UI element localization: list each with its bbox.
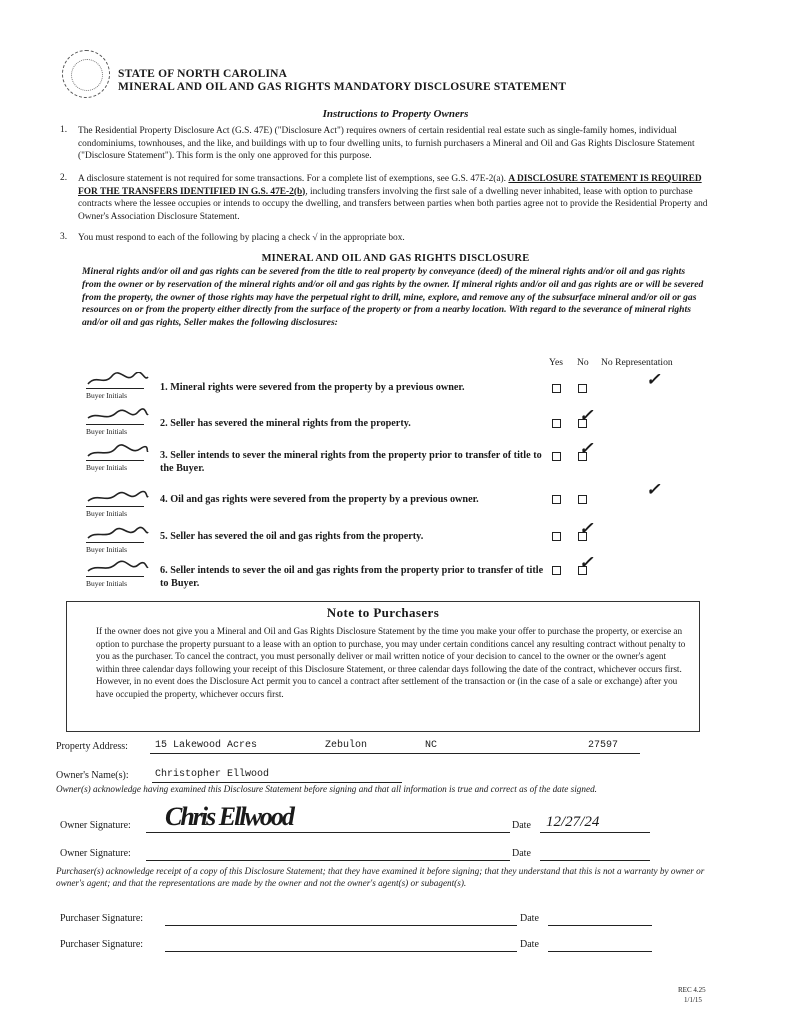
date-line-4[interactable] bbox=[548, 951, 652, 952]
column-no-representation: No Representation bbox=[601, 357, 673, 368]
instruction-number-1: 1. bbox=[60, 125, 68, 135]
date-line-2[interactable] bbox=[540, 860, 650, 861]
checkbox-no[interactable] bbox=[578, 384, 587, 393]
buyer-initials-label: Buyer Initials bbox=[86, 579, 128, 588]
state-name: STATE OF NORTH CAROLINA bbox=[118, 68, 288, 80]
checkbox-no[interactable] bbox=[578, 495, 587, 504]
checkbox-yes[interactable] bbox=[552, 384, 561, 393]
initials-line bbox=[86, 576, 144, 577]
check-mark-icon: ✓ bbox=[579, 519, 594, 538]
property-address-line bbox=[150, 753, 640, 754]
owner-signature-label: Owner Signature: bbox=[60, 820, 131, 831]
checkbox-yes[interactable] bbox=[552, 532, 561, 541]
initials-scribble bbox=[86, 526, 150, 540]
check-mark-icon: ✓ bbox=[646, 370, 661, 389]
initials-scribble bbox=[86, 560, 150, 574]
property-zip[interactable]: 27597 bbox=[588, 740, 619, 751]
instruction-2-emphasis: A DISCLOSURE STATEMENT IS REQUIRED FOR THE TRANSFERS IDENTIFIED IN G.S. 47E-2(b) bbox=[78, 174, 702, 197]
note-text: If the owner does not give you a Mineral and Oil and Gas Rights Disclosure Statement by the time you make your offer to purchase the property, or exercise an option to purchase the property pursuant to a lease with an option to purchase, you may under certain conditions cancel any resulting contract without penalty to you as the purchaser. To cancel the contract, you must personally deliver or mail written notice of your decision to cancel to the owner or the owner's agent within three calendar days following your receipt of this Disclosure Statement, or three calendar days following the date of the contract, whichever occurs first. However, in no event does the Disclosure Act permit you to cancel a contract after settlement of the transaction or (in the case of a sale or exchange) after you have occupied the property, whichever occurs first. bbox=[96, 626, 686, 699]
owner-signature-line bbox=[146, 832, 510, 833]
disclosure-item-2: 2. Seller has severed the mineral rights from the property. bbox=[160, 418, 411, 429]
owner-acknowledgment: Owner(s) acknowledge having examined this Disclosure Statement before signing and that all information is true and correct as of the date signed. bbox=[56, 784, 597, 794]
state-seal-icon bbox=[62, 50, 110, 98]
check-mark-icon: ✓ bbox=[579, 406, 594, 425]
date-line-3[interactable] bbox=[548, 925, 652, 926]
disclosure-intro: Mineral rights and/or oil and gas rights can be severed from the title to real property by conveyance (deed) of the mineral rights and/or oil and gas rights from the owner or by reservation of the mineral rights and/or oil and gas rights by the owner. If mineral rights and/or oil and gas rights are or will be severed from the property, the owner of those rights may have the perpetual right to drill, mine, explore, and remove any of the subsurface mineral and/or oil or gas resources on or from the property either directly from the surface of the property or from a nearby location. With regard to the severance of mineral rights and/or oil and gas rights, Seller makes the following disclosures: bbox=[82, 266, 704, 329]
owner-signature-label-2: Owner Signature: bbox=[60, 848, 131, 859]
purchaser-acknowledgment: Purchaser(s) acknowledge receipt of a copy of this Disclosure Statement; that they have examined it before signing; that they understand that this is not a warranty by owner or owner's agent; and that the representations are made by the owner and not the owner's agent(s) or subagent(s). bbox=[56, 866, 705, 889]
instruction-2 bbox=[78, 173, 718, 223]
initials-line bbox=[86, 460, 144, 461]
owner-name-label: Owner's Name(s): bbox=[56, 770, 129, 781]
disclosure-item-6: 6. Seller intends to sever the oil and gas rights from the property prior to transfer of title to Buyer. bbox=[160, 565, 544, 589]
instruction-3: You must respond to each of the following by placing a check √ in the appropriate box. bbox=[78, 233, 405, 243]
buyer-initials-label: Buyer Initials bbox=[86, 391, 128, 400]
checkbox-yes[interactable] bbox=[552, 566, 561, 575]
note-title: Note to Purchasers bbox=[326, 605, 440, 620]
column-no: No bbox=[577, 357, 589, 368]
purchaser-signature-label-2: Purchaser Signature: bbox=[60, 939, 144, 950]
date-label-4: Date bbox=[520, 939, 539, 950]
initials-scribble bbox=[86, 408, 150, 422]
initials-line bbox=[86, 388, 144, 389]
initials-scribble bbox=[86, 372, 150, 386]
initials-line bbox=[86, 506, 144, 507]
initials-line bbox=[86, 542, 144, 543]
purchaser-signature-line[interactable] bbox=[165, 925, 517, 926]
form-number: REC 4.25 bbox=[678, 986, 706, 994]
property-state[interactable]: NC bbox=[425, 740, 438, 751]
date-label: Date bbox=[512, 820, 531, 831]
form-revision: 1/1/15 bbox=[684, 996, 702, 1004]
instructions-title: Instructions to Property Owners bbox=[322, 108, 469, 120]
purchaser-signature-line-2[interactable] bbox=[165, 951, 517, 952]
form-title: MINERAL AND OIL AND GAS RIGHTS MANDATORY DISCLOSURE STATEMENT bbox=[118, 81, 567, 93]
date-label-2: Date bbox=[512, 848, 531, 859]
property-street[interactable]: 15 Lakewood Acres bbox=[155, 740, 258, 751]
disclosure-title: MINERAL AND OIL AND GAS RIGHTS DISCLOSURE bbox=[261, 253, 530, 264]
property-city[interactable]: Zebulon bbox=[325, 740, 368, 751]
buyer-initials-label: Buyer Initials bbox=[86, 463, 128, 472]
buyer-initials-label: Buyer Initials bbox=[86, 509, 128, 518]
checkbox-yes[interactable] bbox=[552, 419, 561, 428]
purchaser-signature-label: Purchaser Signature: bbox=[60, 913, 144, 924]
instruction-1: The Residential Property Disclosure Act (G.S. 47E) ("Disclosure Act") requires owners of certain residential real estate such as single-family homes, individual condominiums, townhouses, and the like, and buildings with up to four dwelling units, to furnish purchasers a Mineral and Oil and Gas Rights Disclosure Statement ("Disclosure Statement"). This form is the only one approved for this purpose. bbox=[78, 126, 695, 162]
check-mark-icon: ✓ bbox=[579, 553, 594, 572]
disclosure-item-4: 4. Oil and gas rights were severed from the property by a previous owner. bbox=[160, 494, 479, 505]
owner-signature-line-2[interactable] bbox=[146, 860, 510, 861]
instruction-2-text: A disclosure statement is not required for some transactions. For a complete list of exemptions, see G.S. 47E-2(a). bbox=[78, 174, 509, 184]
initials-scribble bbox=[86, 490, 150, 504]
instruction-2-tail: , including transfers involving the first sale of a dwelling never inhabited, lease with option to purchase contracts where the lessee occupies or intends to occupy the dwelling, and transfers between parties when both parties agree not to provide the Residential Property and Owner's Association Disclosure Statement. bbox=[78, 186, 708, 222]
check-mark-icon: ✓ bbox=[579, 439, 594, 458]
property-address-label: Property Address: bbox=[56, 741, 128, 752]
buyer-initials-label: Buyer Initials bbox=[86, 545, 128, 554]
disclosure-item-1: 1. Mineral rights were severed from the property by a previous owner. bbox=[160, 382, 465, 393]
checkbox-yes[interactable] bbox=[552, 495, 561, 504]
owner-name-field[interactable]: Christopher Ellwood bbox=[155, 769, 270, 780]
buyer-initials-label: Buyer Initials bbox=[86, 427, 128, 436]
instruction-number-2: 2. bbox=[60, 173, 68, 183]
date-label-3: Date bbox=[520, 913, 539, 924]
column-yes: Yes bbox=[549, 357, 563, 368]
checkbox-yes[interactable] bbox=[552, 452, 561, 461]
initials-scribble bbox=[86, 444, 150, 458]
disclosure-item-3: 3. Seller intends to sever the mineral rights from the property prior to transfer of title to the Buyer. bbox=[160, 450, 542, 474]
date-line bbox=[540, 832, 650, 833]
instruction-number-3: 3. bbox=[60, 232, 68, 242]
owner-date[interactable]: 12/27/24 bbox=[546, 814, 600, 830]
disclosure-item-5: 5. Seller has severed the oil and gas rights from the property. bbox=[160, 531, 424, 542]
initials-line bbox=[86, 424, 144, 425]
check-mark-icon: ✓ bbox=[646, 480, 661, 499]
owner-signature: Chris Ellwood bbox=[165, 802, 293, 831]
